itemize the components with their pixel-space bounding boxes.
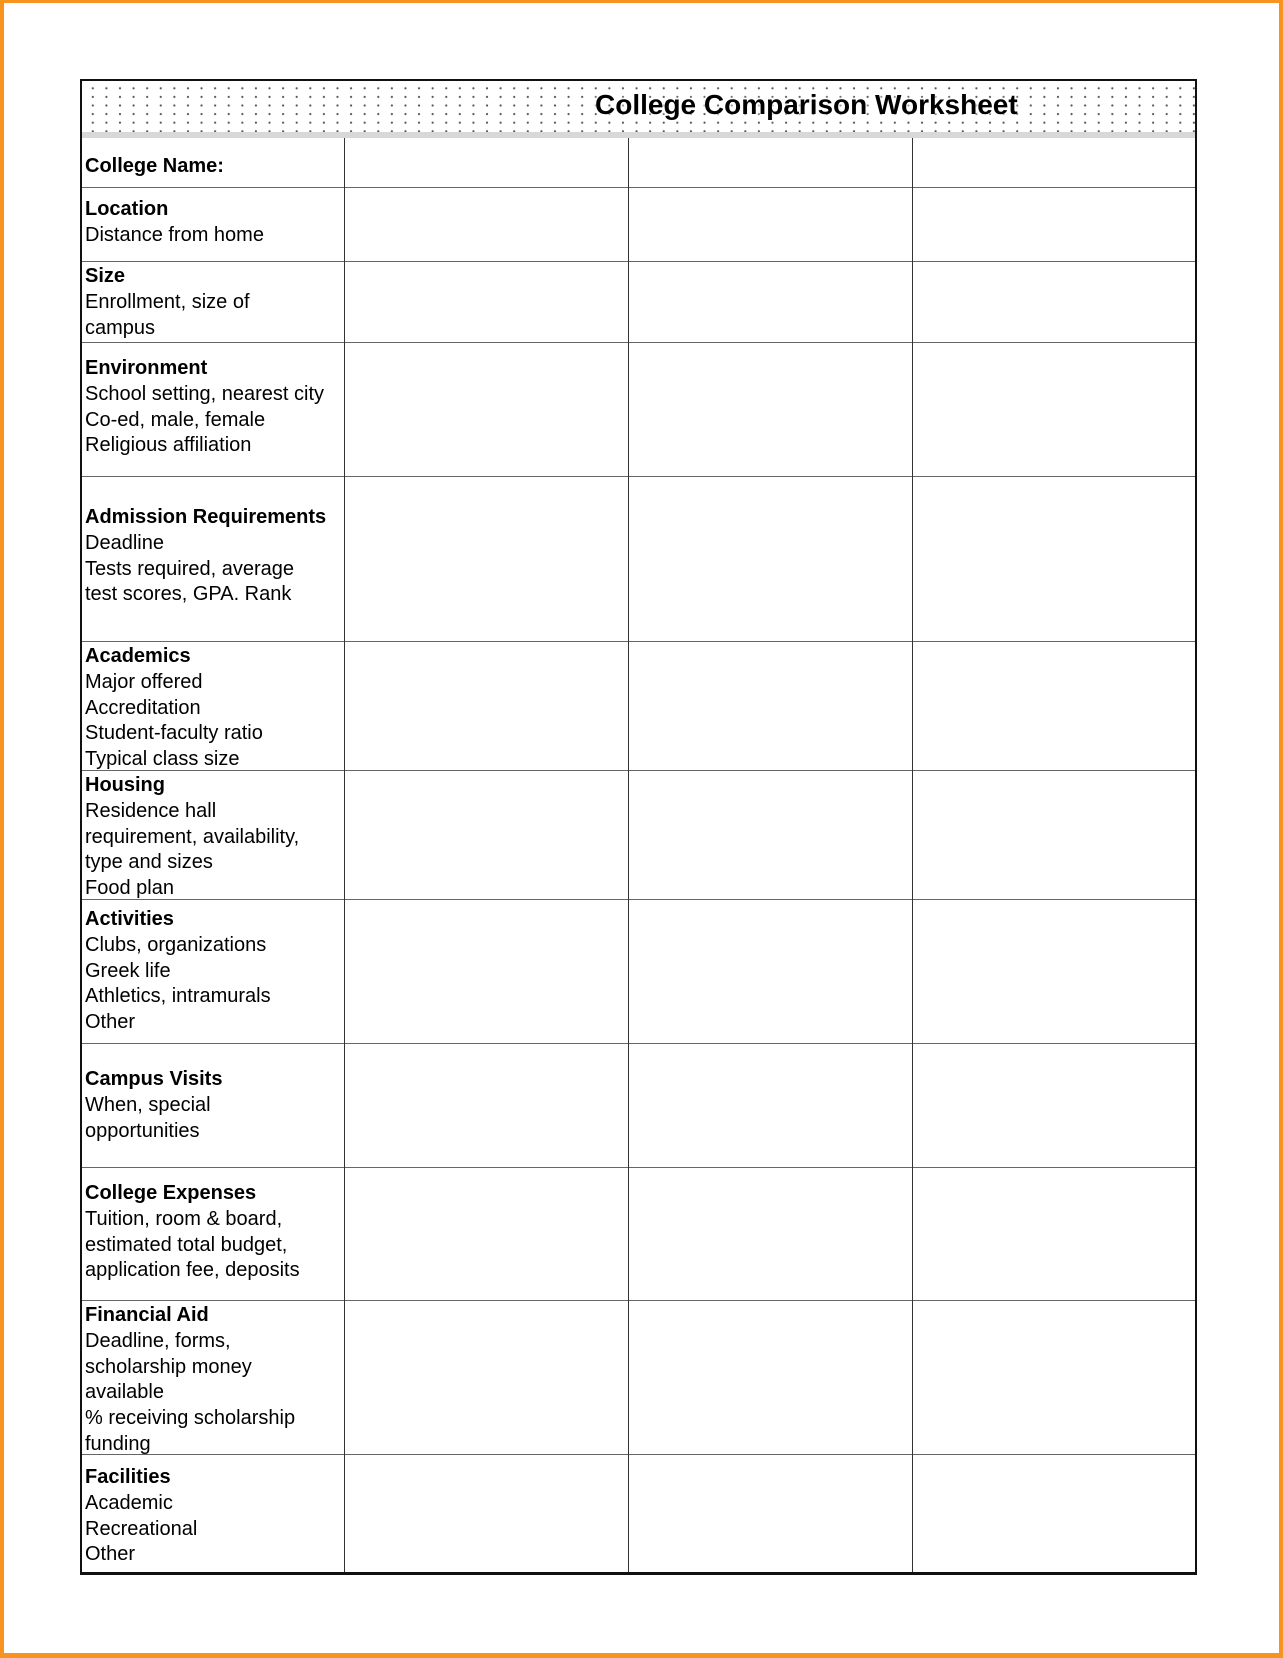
college-2-cell[interactable] bbox=[629, 1044, 912, 1167]
table-row bbox=[82, 262, 1195, 343]
row-heading: Housing bbox=[85, 774, 165, 796]
table-row bbox=[82, 1455, 1195, 1575]
row-detail: Tuition, room & board, bbox=[85, 1207, 283, 1230]
college-3-cell[interactable] bbox=[913, 1168, 1195, 1300]
row-label bbox=[85, 1465, 197, 1568]
college-2-cell[interactable] bbox=[629, 900, 912, 1043]
college-3-cell[interactable] bbox=[913, 771, 1195, 899]
row-detail: Clubs, organizations bbox=[85, 933, 267, 956]
row-label bbox=[85, 773, 299, 902]
worksheet-table bbox=[80, 79, 1197, 1575]
row-detail: Deadline bbox=[85, 531, 164, 554]
row-detail: Typical class size bbox=[85, 748, 240, 771]
row-heading: Financial Aid bbox=[85, 1304, 209, 1326]
row-detail: campus bbox=[85, 316, 156, 339]
table-row bbox=[82, 1044, 1195, 1168]
row-label bbox=[85, 154, 224, 180]
row-label bbox=[85, 505, 326, 608]
row-detail: Distance from home bbox=[85, 223, 264, 246]
row-detail: Accreditation bbox=[85, 696, 201, 719]
table-row bbox=[82, 477, 1195, 642]
row-heading: Campus Visits bbox=[85, 1068, 223, 1090]
row-heading: Facilities bbox=[85, 1466, 171, 1488]
college-2-cell[interactable] bbox=[629, 138, 912, 187]
row-detail: Religious affiliation bbox=[85, 434, 252, 457]
row-heading: Location bbox=[85, 198, 169, 220]
row-heading: College Name: bbox=[85, 155, 224, 177]
college-2-cell[interactable] bbox=[629, 343, 912, 476]
row-heading: Admission Requirements bbox=[85, 506, 327, 528]
row-detail: funding bbox=[85, 1432, 151, 1455]
row-label bbox=[85, 907, 271, 1036]
college-1-cell[interactable] bbox=[345, 477, 628, 641]
row-detail: Recreational bbox=[85, 1517, 198, 1540]
table-row bbox=[82, 188, 1195, 262]
table-row bbox=[82, 1301, 1195, 1455]
table-row bbox=[82, 343, 1195, 477]
college-3-cell[interactable] bbox=[913, 642, 1195, 770]
row-detail: Academic bbox=[85, 1491, 173, 1514]
row-detail: Other bbox=[85, 1543, 136, 1566]
college-1-cell[interactable] bbox=[345, 1301, 628, 1454]
row-heading: Environment bbox=[85, 357, 208, 379]
college-2-cell[interactable] bbox=[629, 642, 912, 770]
table-row bbox=[82, 900, 1195, 1044]
college-3-cell[interactable] bbox=[913, 1455, 1195, 1575]
row-label bbox=[85, 1181, 300, 1284]
column-divider bbox=[344, 138, 345, 1572]
row-label bbox=[85, 1067, 222, 1144]
college-3-cell[interactable] bbox=[913, 188, 1195, 261]
row-detail: Student-faculty ratio bbox=[85, 722, 263, 745]
worksheet-title: College Comparison Worksheet bbox=[595, 89, 1018, 120]
college-2-cell[interactable] bbox=[629, 1455, 912, 1575]
college-2-cell[interactable] bbox=[629, 477, 912, 641]
row-label bbox=[85, 644, 263, 773]
row-label bbox=[85, 197, 264, 249]
row-detail: test scores, GPA. Rank bbox=[85, 583, 292, 606]
row-detail: Greek life bbox=[85, 959, 171, 982]
college-3-cell[interactable] bbox=[913, 1044, 1195, 1167]
college-1-cell[interactable] bbox=[345, 138, 628, 187]
row-detail: When, special bbox=[85, 1093, 211, 1116]
college-2-cell[interactable] bbox=[629, 1168, 912, 1300]
row-detail: Other bbox=[85, 1011, 136, 1034]
column-divider bbox=[912, 138, 913, 1572]
column-divider bbox=[628, 138, 629, 1572]
college-3-cell[interactable] bbox=[913, 343, 1195, 476]
table-row bbox=[82, 642, 1195, 771]
row-detail: Enrollment, size of bbox=[85, 290, 250, 313]
college-1-cell[interactable] bbox=[345, 262, 628, 342]
row-label bbox=[85, 264, 250, 341]
row-detail: Major offered bbox=[85, 670, 203, 693]
row-heading: College Expenses bbox=[85, 1182, 257, 1204]
row-detail: Food plan bbox=[85, 877, 174, 900]
college-3-cell[interactable] bbox=[913, 262, 1195, 342]
row-detail: Co-ed, male, female bbox=[85, 408, 266, 431]
row-detail: Deadline, forms, bbox=[85, 1329, 231, 1352]
row-detail: application fee, deposits bbox=[85, 1259, 300, 1282]
row-detail: % receiving scholarship bbox=[85, 1407, 296, 1430]
row-heading: Academics bbox=[85, 645, 191, 667]
college-3-cell[interactable] bbox=[913, 477, 1195, 641]
college-2-cell[interactable] bbox=[629, 262, 912, 342]
college-1-cell[interactable] bbox=[345, 1044, 628, 1167]
row-detail: Athletics, intramurals bbox=[85, 985, 271, 1008]
row-heading: Size bbox=[85, 265, 126, 287]
college-1-cell[interactable] bbox=[345, 642, 628, 770]
college-3-cell[interactable] bbox=[913, 1301, 1195, 1454]
college-2-cell[interactable] bbox=[629, 771, 912, 899]
row-label bbox=[85, 1303, 295, 1458]
row-detail: Residence hall bbox=[85, 799, 217, 822]
table-row bbox=[82, 771, 1195, 900]
table-row bbox=[82, 1168, 1195, 1301]
row-detail: requirement, availability, bbox=[85, 825, 300, 848]
row-detail: opportunities bbox=[85, 1119, 200, 1142]
row-detail: scholarship money bbox=[85, 1355, 252, 1378]
college-1-cell[interactable] bbox=[345, 771, 628, 899]
row-detail: type and sizes bbox=[85, 851, 213, 874]
college-3-cell[interactable] bbox=[913, 138, 1195, 187]
row-detail: available bbox=[85, 1381, 164, 1404]
college-2-cell[interactable] bbox=[629, 1301, 912, 1454]
row-heading: Activities bbox=[85, 908, 174, 930]
title-band bbox=[82, 81, 1195, 138]
college-1-cell[interactable] bbox=[345, 343, 628, 476]
table-row bbox=[82, 138, 1195, 188]
row-detail: estimated total budget, bbox=[85, 1233, 288, 1256]
college-1-cell[interactable] bbox=[345, 1168, 628, 1300]
college-1-cell[interactable] bbox=[345, 188, 628, 261]
college-3-cell[interactable] bbox=[913, 900, 1195, 1043]
row-label bbox=[85, 356, 324, 459]
college-2-cell[interactable] bbox=[629, 188, 912, 261]
college-1-cell[interactable] bbox=[345, 1455, 628, 1575]
row-detail: Tests required, average bbox=[85, 557, 295, 580]
row-detail: School setting, nearest city bbox=[85, 382, 325, 405]
college-1-cell[interactable] bbox=[345, 900, 628, 1043]
